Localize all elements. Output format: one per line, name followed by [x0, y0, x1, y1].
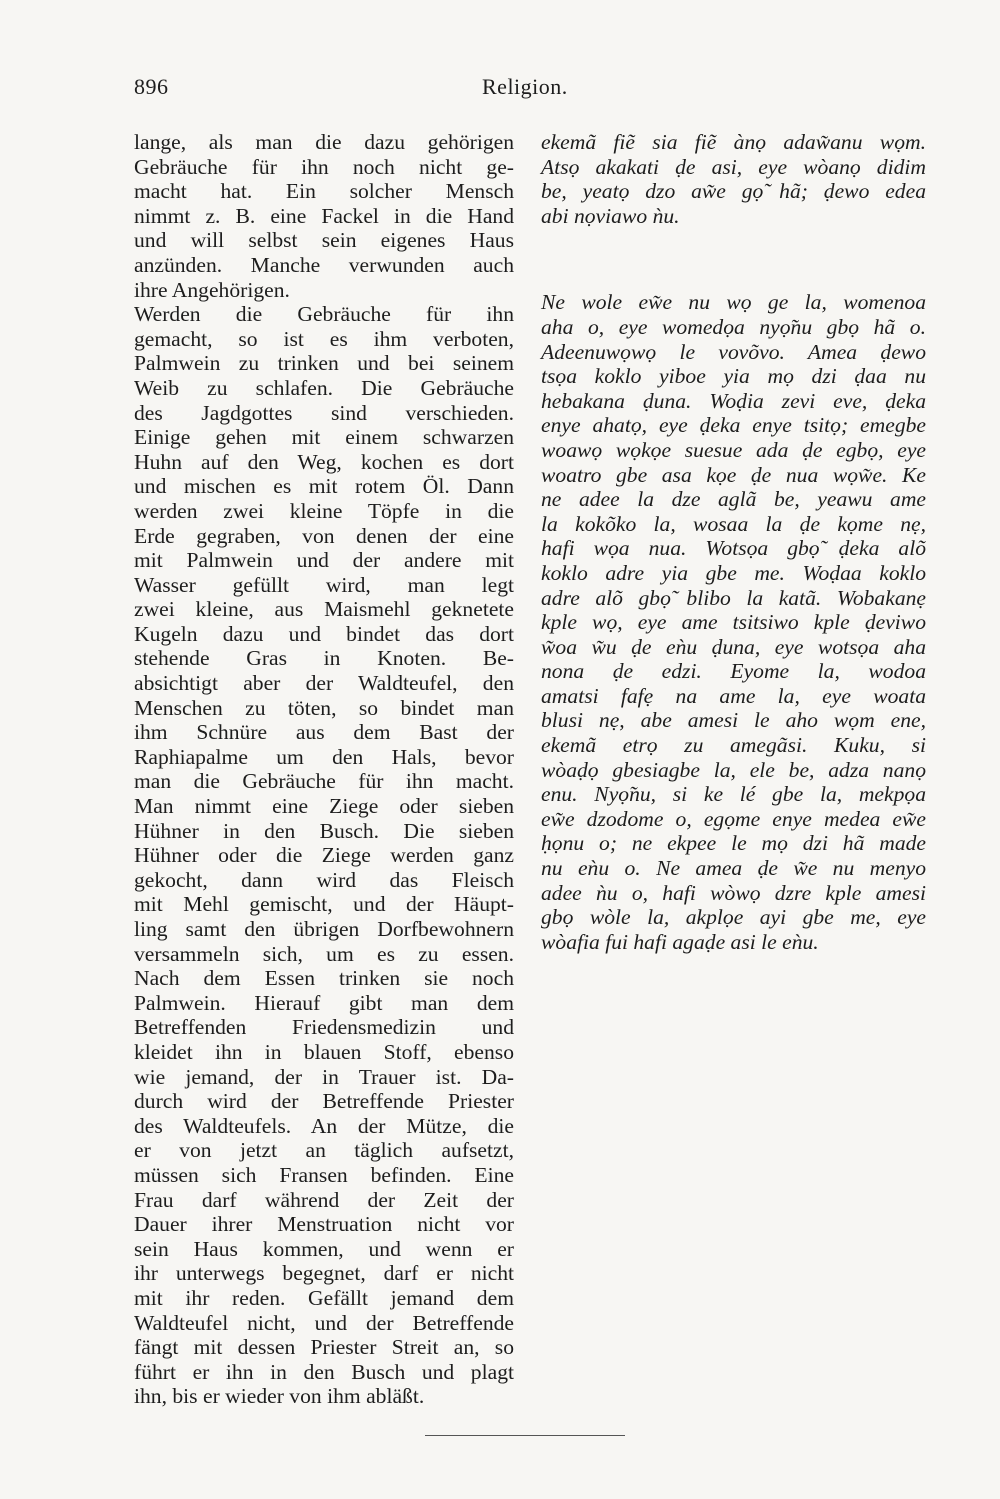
- right-column-paragraph-2: [541, 290, 926, 954]
- text-line: Frau darf während der Zeit der: [134, 1187, 514, 1212]
- text-line: nu eǹu o. Ne amea ḍe w̃e nu menyo: [541, 856, 926, 881]
- text-line: wie jemand, der in Trauer ist. Da-: [134, 1064, 514, 1089]
- page-number: 896: [134, 74, 169, 99]
- text-line: Menschen zu töten, so bindet man: [134, 695, 514, 720]
- footer-rule: [425, 1435, 625, 1436]
- text-line: Kugeln dazu und bindet das dort: [134, 621, 514, 646]
- text-line: Wasser gefüllt wird, man legt: [134, 572, 514, 597]
- text-line: aha o, eye womedọa nyọ̃nu gbọ hã o.: [541, 314, 926, 339]
- text-line: w̃oa w̃u ḍe eǹu ḍuna, eye wotsọa aha: [541, 634, 926, 659]
- text-line: mit ihr reden. Gefällt jemand dem: [134, 1285, 514, 1310]
- text-line: man die Gebräuche für ihn macht.: [134, 769, 514, 794]
- text-line: ekemã fiẽ sia fiẽ ànọ adaw̃anu wọm.: [541, 130, 926, 154]
- text-line: hebakana ḍuna. Woḍia zevi eve, ḍeka: [541, 388, 926, 413]
- text-line: Hühner oder die Ziege werden ganz: [134, 843, 514, 868]
- text-line: gemacht, so ist es ihm verboten,: [134, 326, 514, 351]
- text-line: wòafia fui hafi agaḍe asi le eǹu.: [541, 929, 819, 954]
- text-line: koklo adre yia gbe me. Woḍaa koklo: [541, 560, 926, 585]
- right-column-paragraph-1: [541, 130, 926, 228]
- text-line: Weib zu schlafen. Die Gebräuche: [134, 375, 514, 400]
- text-line: ḥọnu o; ne ekpee le mọ dzi hã made: [541, 831, 926, 856]
- text-line: fängt mit dessen Priester Streit an, so: [134, 1335, 514, 1360]
- text-line: Palmwein zu trinken und bei seinem: [134, 351, 514, 376]
- text-line: Werden die Gebräuche für ihn: [134, 302, 514, 327]
- text-line: er von jetzt an täglich aufsetzt,: [134, 1138, 514, 1163]
- text-line: Adeenuwọwọ le vovõvo. Amea ḍewo: [541, 339, 926, 364]
- text-line: abi nọviawo ǹu.: [541, 203, 680, 228]
- text-line: Hühner in den Busch. Die sieben: [134, 818, 514, 843]
- text-line: Raphiapalme um den Hals, bevor: [134, 744, 514, 769]
- text-line: enye ahatọ, eye ḍeka enye tsitọ; emegbe: [541, 413, 926, 438]
- text-line: Betreffenden Friedensmedizin und: [134, 1015, 514, 1040]
- text-line: wòaḍọ gbesiagbe la, ele be, adza nanọ: [541, 757, 926, 782]
- text-line: führt er ihn in den Busch und plagt: [134, 1359, 514, 1384]
- text-line: Ne wole ew̃e nu wọ ge la, womenoa: [541, 290, 926, 315]
- text-line: des Jagdgottes sind verschieden.: [134, 400, 514, 425]
- text-line: kple wọ, eye ame tsitsiwo kple ḍeviwo: [541, 610, 926, 635]
- text-line: nona ḍe edzi. Eyome la, wodoa: [541, 659, 926, 684]
- text-line: tsọa koklo yiboe yia mọ dzi ḍaa nu: [541, 364, 926, 389]
- text-line: mit Palmwein und der andere mit: [134, 548, 514, 573]
- text-line: ihn, bis er wieder von ihm abläßt.: [134, 1384, 425, 1409]
- text-line: kleidet ihn in blauen Stoff, ebenso: [134, 1039, 514, 1064]
- text-line: macht hat. Ein solcher Mensch: [134, 179, 514, 204]
- paragraph-gap: [541, 228, 926, 290]
- text-line: nimmt z. B. eine Fackel in die Hand: [134, 203, 514, 228]
- right-column-text: [541, 130, 926, 954]
- text-line: ling samt den übrigen Dorfbewohnern: [134, 917, 514, 941]
- text-line: blusi nẹ, abe amesi le aho wọm ene,: [541, 708, 926, 733]
- text-line: ne adee la dze aglã be, yeawu ame: [541, 487, 926, 512]
- text-line: ihm Schnüre aus dem Bast der: [134, 720, 514, 745]
- text-line: amatsi fafẹ na ame la, eye woata: [541, 683, 926, 708]
- text-line: werden zwei kleine Töpfe in die: [134, 498, 514, 523]
- text-line: woawọ wọkọe suesue ada ḍe egbọ, eye: [541, 437, 926, 462]
- text-line: Atsọ akakati ḍe asi, eye wòanọ didim: [541, 154, 926, 179]
- text-line: und mischen es mit rotem Öl. Dann: [134, 474, 514, 499]
- text-line: be, yeatọ dzo aw̃e gọ̃ hã; ḍewo edea: [541, 179, 926, 204]
- text-line: Palmwein. Hierauf gibt man dem: [134, 990, 514, 1015]
- text-line: lange, als man die dazu gehörigen: [134, 130, 514, 154]
- text-line: adee ǹu o, hafi wòwọ dzre kple amesi: [541, 880, 926, 905]
- text-line: Nach dem Essen trinken sie noch: [134, 966, 514, 991]
- text-line: versammeln sich, um es zu essen.: [134, 941, 514, 966]
- text-line: enu. Nyọ̃nu, si ke lé gbe la, mekpọa: [541, 782, 926, 807]
- text-line: Erde gegraben, von denen der eine: [134, 523, 514, 548]
- text-line: des Waldteufels. An der Mütze, die: [134, 1113, 514, 1138]
- text-line: zwei kleine, aus Maismehl geknetete: [134, 597, 514, 622]
- text-line: Gebräuche für ihn noch nicht ge-: [134, 154, 514, 179]
- text-line: ihr unterwegs begegnet, darf er nicht: [134, 1261, 514, 1286]
- text-line: Waldteufel nicht, und der Betreffende: [134, 1310, 514, 1335]
- text-line: anzünden. Manche verwunden auch: [134, 252, 514, 277]
- text-line: ew̃e dzodome o, egọme enye medea ew̃e: [541, 806, 926, 831]
- text-line: stehende Gras in Knoten. Be-: [134, 646, 514, 671]
- text-line: woatro gbe asa kọe ḍe nua wọw̃e. Ke: [541, 462, 926, 487]
- text-line: gbọ wòle la, akplọe ayi gbe me, eye: [541, 905, 926, 930]
- left-column-text: [134, 130, 514, 1409]
- text-line: gekocht, dann wird das Fleisch: [134, 867, 514, 892]
- text-line: Dauer ihrer Menstruation nicht vor: [134, 1212, 514, 1237]
- text-line: hafi wọa nua. Wotsọa gbọ̃ ḍeka alõ: [541, 536, 926, 561]
- text-line: Einige gehen mit einem schwarzen: [134, 425, 514, 450]
- text-line: absichtigt aber der Waldteufel, den: [134, 671, 514, 696]
- text-line: durch wird der Betreffende Priester: [134, 1089, 514, 1114]
- text-line: müssen sich Fransen befinden. Eine: [134, 1162, 514, 1187]
- text-line: sein Haus kommen, und wenn er: [134, 1236, 514, 1261]
- text-line: Huhn auf den Weg, kochen es dort: [134, 449, 514, 474]
- text-line: mit Mehl gemischt, und der Häupt-: [134, 892, 514, 917]
- text-line: Man nimmt eine Ziege oder sieben: [134, 794, 514, 819]
- text-line: und will selbst sein eigenes Haus: [134, 228, 514, 253]
- running-head: Religion.: [482, 74, 568, 99]
- text-line: la kokõko la, wosaa la ḍe kọme nẹ,: [541, 511, 926, 536]
- text-line: ihre Angehörigen.: [134, 277, 290, 302]
- text-line: adre alõ gbọ̃ blibo la katã. Wobakanẹ: [541, 585, 926, 610]
- text-line: ekemã etrọ zu amegãsi. Kuku, si: [541, 733, 926, 758]
